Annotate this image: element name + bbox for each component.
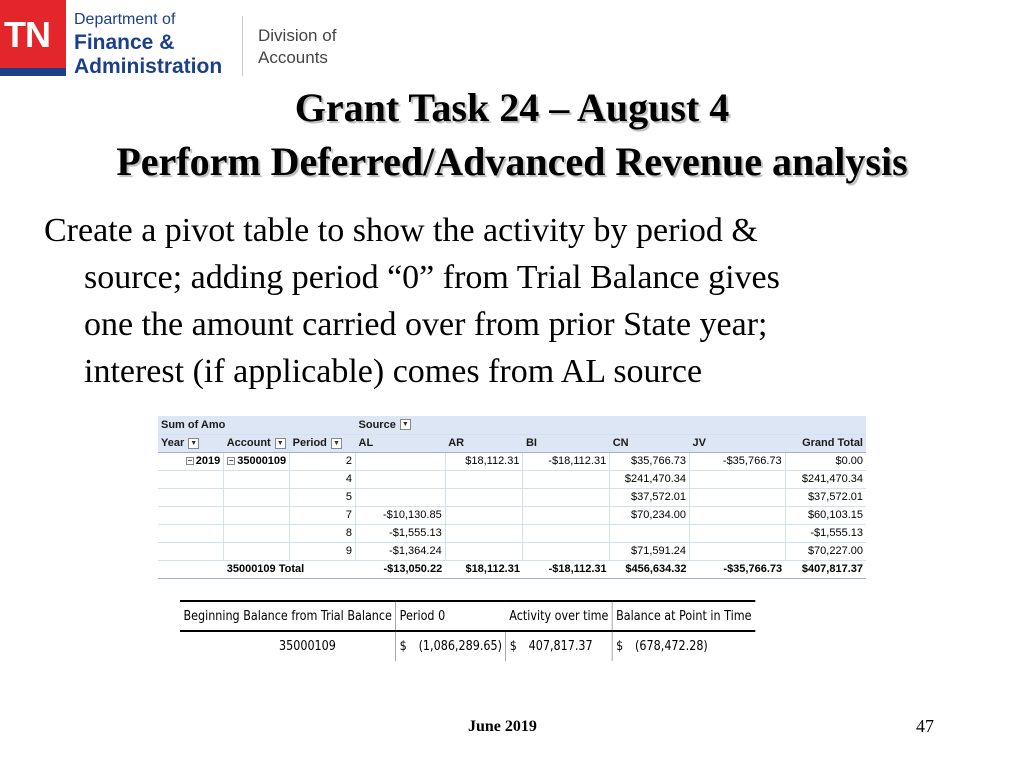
balance-header-row (180, 601, 755, 631)
instruction-line-4: interest (if applicable) comes from AL source (84, 353, 703, 390)
value-cell: -$18,112.31 (523, 452, 610, 470)
value-cell (356, 452, 446, 470)
table-row (158, 452, 866, 470)
empty-cell (158, 470, 224, 488)
pivot-column-field[interactable]: Source ▼ (356, 416, 446, 434)
balance-header: Balance at Point in Time (612, 601, 755, 631)
balance-point-in-time: $ (678,472.28) (612, 631, 755, 661)
empty-cell (224, 470, 290, 488)
total-cell: $456,634.32 (610, 560, 690, 578)
grand-total-cell: $241,470.34 (785, 470, 866, 488)
period-cell: 5 (290, 488, 356, 506)
grand-total-cell: $70,227.00 (785, 542, 866, 560)
value-cell (445, 488, 523, 506)
value-cell (356, 488, 446, 506)
value-cell (445, 470, 523, 488)
value-cell (445, 542, 523, 560)
value-cell: $70,234.00 (610, 506, 690, 524)
pivot-header-row-2 (158, 434, 866, 452)
value-cell: -$35,766.73 (690, 452, 786, 470)
logo-divider (242, 16, 243, 76)
empty-cell (158, 488, 224, 506)
instruction-line-2: source; adding period “0” from Trial Balance gives (84, 259, 780, 296)
account-cell: − 35000109 (224, 452, 290, 470)
page-number: 47 (916, 716, 934, 736)
value-cell (523, 506, 610, 524)
col-header-al: AL (356, 434, 446, 452)
balance-table (180, 600, 755, 661)
total-label: 35000109 Total (224, 560, 356, 578)
pivot-value-field: Sum of Amo (158, 416, 356, 434)
grand-total-cell: $37,572.01 (785, 488, 866, 506)
value-cell (690, 506, 786, 524)
value-cell: $71,591.24 (610, 542, 690, 560)
row-header-account[interactable]: Account ▼ (224, 434, 290, 452)
tn-logo-icon: TN (0, 0, 66, 76)
dept-name-line3: Administration (74, 55, 223, 78)
total-cell: -$18,112.31 (523, 560, 610, 578)
department-logo (0, 0, 360, 80)
value-cell (445, 506, 523, 524)
instruction-line-1: Create a pivot table to show the activity by period & (44, 212, 758, 249)
total-cell: -$13,050.22 (356, 560, 446, 578)
value-cell: $18,112.31 (445, 452, 523, 470)
pivot-total-row (158, 560, 866, 578)
balance-header: Period 0 (396, 601, 506, 631)
table-row (158, 488, 866, 506)
value-cell (690, 542, 786, 560)
filter-icon[interactable]: ▼ (188, 438, 199, 449)
empty-cell (158, 506, 224, 524)
pivot-header-row-1 (158, 416, 866, 434)
value-cell (690, 524, 786, 542)
table-row (158, 524, 866, 542)
balance-account: 35000109 (278, 639, 336, 654)
collapse-icon[interactable]: − (228, 456, 234, 466)
slide-title-line2: Perform Deferred/Advanced Revenue analysis (116, 139, 908, 184)
filter-icon[interactable]: ▼ (331, 438, 342, 449)
instruction-line-3: one the amount carried over from prior State year; (84, 306, 768, 343)
year-cell: − 2019 (158, 452, 224, 470)
value-cell: -$1,364.24 (356, 542, 446, 560)
empty-cell (224, 542, 290, 560)
balance-data-row (180, 631, 755, 661)
row-header-year[interactable]: Year ▼ (158, 434, 224, 452)
balance-header: Activity over time (506, 601, 612, 631)
empty-cell (224, 506, 290, 524)
table-row (158, 470, 866, 488)
value-cell (523, 488, 610, 506)
period-cell: 2 (290, 452, 356, 470)
instruction-text (44, 207, 944, 395)
empty-cell (158, 542, 224, 560)
empty-cell (224, 524, 290, 542)
value-cell: $37,572.01 (610, 488, 690, 506)
value-cell (523, 470, 610, 488)
filter-icon[interactable]: ▼ (275, 438, 286, 449)
footer-date: June 2019 (468, 718, 537, 735)
period-cell: 4 (290, 470, 356, 488)
empty-cell (224, 488, 290, 506)
pivot-table (158, 416, 866, 579)
value-cell (610, 524, 690, 542)
table-row (158, 506, 866, 524)
dept-name-line2: Finance & (74, 31, 175, 54)
row-header-period[interactable]: Period ▼ (290, 434, 356, 452)
empty-cell (158, 524, 224, 542)
col-header-bi: BI (523, 434, 610, 452)
col-header-ar: AR (445, 434, 523, 452)
value-cell: $35,766.73 (610, 452, 690, 470)
balance-period0: $ (1,086,289.65) (396, 631, 506, 661)
grand-total-cell: $407,817.37 (785, 560, 866, 578)
division-name-line2: Accounts (258, 48, 328, 67)
col-header-grand-total: Grand Total (785, 434, 866, 452)
dept-name-line1: Department of (74, 11, 176, 28)
value-cell (690, 470, 786, 488)
grand-total-cell: $0.00 (785, 452, 866, 470)
col-header-jv: JV (690, 434, 786, 452)
period-cell: 7 (290, 506, 356, 524)
total-cell: $18,112.31 (445, 560, 523, 578)
balance-header: Beginning Balance from Trial Balance (180, 601, 396, 631)
value-cell: -$1,555.13 (356, 524, 446, 542)
value-cell (356, 470, 446, 488)
division-name-line1: Division of (258, 26, 337, 45)
table-row (158, 542, 866, 560)
filter-dropdown-icon[interactable]: ▼ (400, 419, 411, 430)
value-cell (523, 524, 610, 542)
collapse-icon[interactable]: − (187, 456, 193, 466)
slide-title-line1: Grant Task 24 – August 4 (294, 85, 730, 130)
value-cell (690, 488, 786, 506)
col-header-cn: CN (610, 434, 690, 452)
period-cell: 8 (290, 524, 356, 542)
logo-accent-strip (0, 68, 66, 76)
balance-activity: $ 407,817.37 (506, 631, 612, 661)
grand-total-cell: $60,103.15 (785, 506, 866, 524)
value-cell (523, 542, 610, 560)
value-cell: -$10,130.85 (356, 506, 446, 524)
period-cell: 9 (290, 542, 356, 560)
grand-total-cell: -$1,555.13 (785, 524, 866, 542)
value-cell (445, 524, 523, 542)
value-cell: $241,470.34 (610, 470, 690, 488)
total-cell: -$35,766.73 (690, 560, 786, 578)
